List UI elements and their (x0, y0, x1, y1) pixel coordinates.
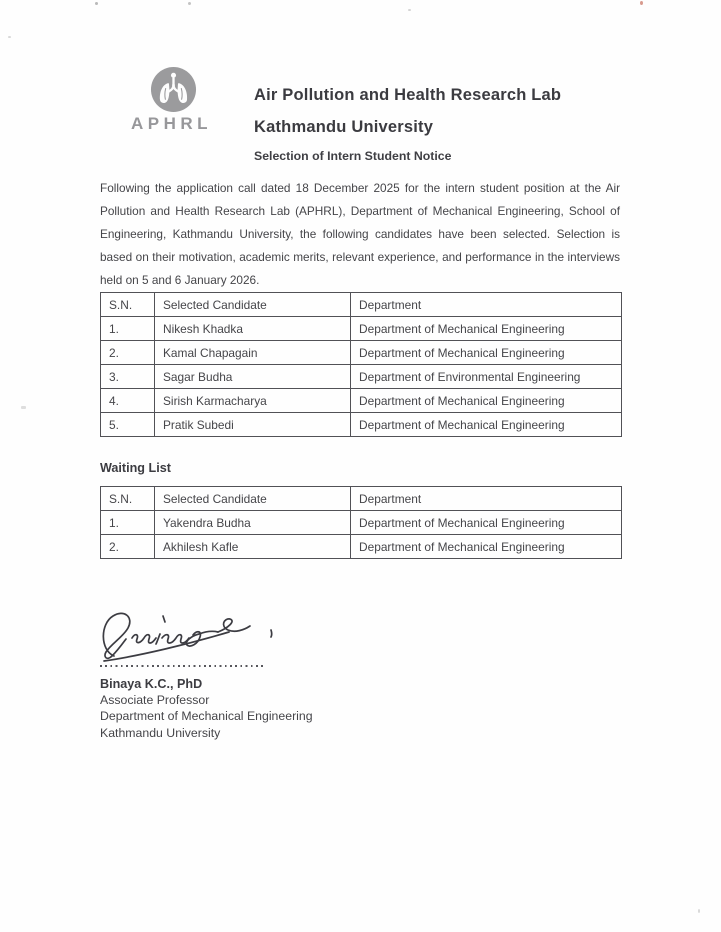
header-cell-candidate: Selected Candidate (155, 487, 351, 511)
cell-department: Department of Mechanical Engineering (351, 535, 622, 559)
table-row (101, 535, 622, 559)
header-cell-department: Department (351, 487, 622, 511)
signatory-department: Department of Mechanical Engineering (100, 709, 313, 724)
table-row (101, 389, 622, 413)
cell-sn: 5. (101, 413, 155, 437)
table-header-row (101, 293, 622, 317)
scan-artifact (188, 2, 191, 5)
signatory-name: Binaya K.C., PhD (100, 677, 203, 691)
cell-sn: 4. (101, 389, 155, 413)
cell-sn: 3. (101, 365, 155, 389)
aphrl-logo (150, 66, 197, 113)
signatory-title: Associate Professor (100, 693, 210, 708)
cell-candidate: Yakendra Budha (155, 511, 351, 535)
university-title: Kathmandu University (254, 118, 434, 136)
cell-candidate: Pratik Subedi (155, 413, 351, 437)
cell-department: Department of Mechanical Engineering (351, 389, 622, 413)
table-header-row (101, 487, 622, 511)
table-row (101, 413, 622, 437)
cell-sn: 2. (101, 535, 155, 559)
scan-artifact (95, 2, 98, 5)
intro-paragraph: Following the application call dated 18 December 2025 for the intern student position at the Air Pollution and Health Research Lab (APHRL), Department of Mechanical Engineering, School of Engineering, Kathmandu University, the following candidates have been selected. Selection is based on their motivation, academic merits, relevant experience, and performance in the interviews held on 5 and 6 January 2026. (100, 181, 620, 288)
cell-candidate: Akhilesh Kafle (155, 535, 351, 559)
waiting-list-heading: Waiting List (100, 461, 171, 475)
cell-sn: 1. (101, 511, 155, 535)
scan-artifact (21, 406, 26, 409)
scan-artifact (408, 9, 411, 11)
cell-candidate: Sagar Budha (155, 365, 351, 389)
waiting-list-table (100, 486, 622, 559)
cell-candidate: Sirish Karmacharya (155, 389, 351, 413)
table-row (101, 341, 622, 365)
cell-candidate: Kamal Chapagain (155, 341, 351, 365)
scan-artifact (698, 909, 700, 913)
header-cell-sn: S.N. (101, 487, 155, 511)
cell-sn: 1. (101, 317, 155, 341)
cell-department: Department of Environmental Engineering (351, 365, 622, 389)
header-cell-candidate: Selected Candidate (155, 293, 351, 317)
cell-department: Department of Mechanical Engineering (351, 341, 622, 365)
header-cell-department: Department (351, 293, 622, 317)
cell-department: Department of Mechanical Engineering (351, 413, 622, 437)
scan-artifact (640, 1, 643, 5)
table-row (101, 317, 622, 341)
table-row (101, 365, 622, 389)
cell-department: Department of Mechanical Engineering (351, 511, 622, 535)
logo-acronym: APHRL (131, 114, 213, 133)
scan-artifact (8, 36, 11, 38)
header-cell-sn: S.N. (101, 293, 155, 317)
signatory-university: Kathmandu University (100, 725, 221, 740)
signature-image (94, 604, 284, 666)
signatory-block (100, 676, 313, 741)
org-name-title: Air Pollution and Health Research Lab (254, 86, 562, 104)
signature-dotted-line (100, 665, 263, 667)
cell-candidate: Nikesh Khadka (155, 317, 351, 341)
notice-title: Selection of Intern Student Notice (254, 149, 452, 163)
cell-department: Department of Mechanical Engineering (351, 317, 622, 341)
cell-sn: 2. (101, 341, 155, 365)
lungs-icon (150, 66, 197, 113)
selected-candidates-table (100, 292, 622, 437)
table-row (101, 511, 622, 535)
